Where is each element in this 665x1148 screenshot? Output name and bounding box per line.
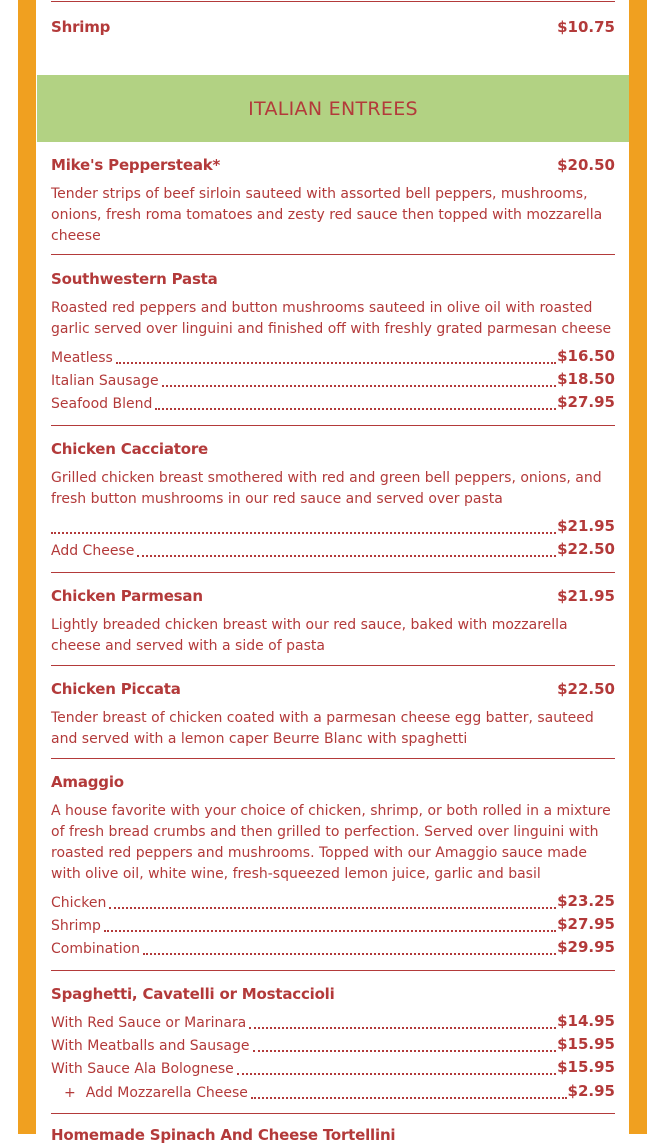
- option-price: $27.95: [557, 393, 615, 411]
- option-label: Meatless: [51, 350, 113, 366]
- price-option: [51, 517, 615, 539]
- divider: [51, 665, 615, 666]
- option-label: Add Mozzarella Cheese: [85, 1085, 248, 1101]
- item-description: Roasted red peppers and button mushrooms sauteed in olive oil with roasted garlic served over linguini and finished off with freshly grated parmesan cheese: [51, 300, 612, 337]
- item-description: A house favorite with your choice of chicken, shrimp, or both rolled in a mixture of fresh bread crumbs and then grilled to perfection. Served over linguini with roasted red peppers and mushrooms. Topped with our Amaggio sauce made with olive oil, white wine, fresh-squeezed lemon juice, garlic and basil: [51, 803, 611, 882]
- price-option: [51, 370, 615, 392]
- item-name: Mike's Peppersteak*: [51, 156, 221, 174]
- option-label: With Sauce Ala Bolognese: [51, 1061, 234, 1077]
- divider: [51, 254, 615, 255]
- item-price: $21.95: [557, 587, 615, 605]
- item-description: Tender breast of chicken coated with a parmesan cheese egg batter, sauteed and served with a lemon caper Beurre Blanc with spaghetti: [51, 710, 594, 747]
- menu-item-amaggio: [51, 773, 615, 795]
- item-name: Chicken Piccata: [51, 680, 181, 698]
- option-price: $22.50: [557, 540, 615, 558]
- option-label: Add Cheese: [51, 543, 135, 559]
- option-label: Combination: [51, 941, 141, 957]
- option-price: $23.25: [557, 892, 615, 910]
- item-description: Grilled chicken breast smothered with red and green bell peppers, onions, and fresh button mushrooms in our red sauce and served over pasta: [51, 470, 602, 507]
- menu-item-chicken-piccata: [51, 680, 615, 702]
- menu-item-spaghetti: [51, 985, 615, 1007]
- price-option: [51, 347, 615, 369]
- divider: [51, 758, 615, 759]
- option-price: $15.95: [557, 1035, 615, 1053]
- option-label: With Red Sauce or Marinara: [51, 1015, 247, 1031]
- price-option: [51, 540, 615, 562]
- dot-leader: [162, 370, 557, 387]
- option-price: $2.95: [567, 1082, 615, 1100]
- price-option-addon: [51, 1082, 615, 1104]
- divider: [51, 1, 615, 2]
- option-label: Shrimp: [51, 918, 101, 934]
- item-price: $10.75: [557, 18, 615, 36]
- plus-icon: +: [64, 1085, 76, 1101]
- price-option: [51, 393, 615, 415]
- item-description: Tender strips of beef sirloin sauteed with assorted bell peppers, mushrooms, onions, fresh roma tomatoes and zesty red sauce then topped with mozzarella cheese: [51, 186, 603, 244]
- menu-item-southwestern-pasta: [51, 270, 615, 292]
- dot-leader: [251, 1082, 567, 1099]
- section-title: ITALIAN ENTREES: [248, 97, 418, 120]
- price-option: [51, 915, 615, 937]
- dot-leader: [253, 1035, 557, 1052]
- option-price: $27.95: [557, 915, 615, 933]
- divider: [51, 572, 615, 573]
- option-price: $14.95: [557, 1012, 615, 1030]
- price-option: [51, 1035, 615, 1057]
- dot-leader: [137, 540, 556, 557]
- item-name: Homemade Spinach And Cheese Tortellini: [51, 1126, 396, 1144]
- divider: [51, 1113, 615, 1114]
- option-label: Italian Sausage: [51, 373, 159, 389]
- dot-leader: [104, 915, 556, 932]
- dot-leader: [109, 892, 556, 909]
- menu-item-shrimp: [51, 18, 615, 40]
- option-price: $16.50: [557, 347, 615, 365]
- option-label: Seafood Blend: [51, 396, 153, 412]
- dot-leader: [116, 347, 556, 364]
- item-price: $22.50: [557, 680, 615, 698]
- price-option: [51, 1012, 615, 1034]
- option-price: $15.95: [557, 1058, 615, 1076]
- dot-leader: [249, 1012, 556, 1029]
- option-price: $18.50: [557, 370, 615, 388]
- item-name: Spaghetti, Cavatelli or Mostaccioli: [51, 985, 335, 1003]
- section-header-band: [37, 75, 629, 142]
- menu-item-chicken-cacciatore: [51, 440, 615, 462]
- dot-leader: [237, 1058, 556, 1075]
- item-name: Southwestern Pasta: [51, 270, 218, 288]
- menu-item-tortellini: [51, 1126, 615, 1148]
- option-price: $29.95: [557, 938, 615, 956]
- item-name: Shrimp: [51, 18, 111, 36]
- divider: [51, 970, 615, 971]
- item-description: Lightly breaded chicken breast with our red sauce, baked with mozzarella cheese and served with a side of pasta: [51, 617, 568, 654]
- item-name: Amaggio: [51, 773, 124, 791]
- price-option: [51, 892, 615, 914]
- dot-leader: [51, 517, 556, 534]
- option-price: $21.95: [557, 517, 615, 535]
- option-label: Chicken: [51, 895, 107, 911]
- price-option: [51, 1058, 615, 1080]
- item-name: Chicken Cacciatore: [51, 440, 208, 458]
- dot-leader: [155, 393, 556, 410]
- dot-leader: [143, 938, 556, 955]
- menu-item-chicken-parmesan: [51, 587, 615, 609]
- divider: [51, 425, 615, 426]
- menu-item-peppersteak: [51, 156, 615, 178]
- item-price: $20.50: [557, 156, 615, 174]
- item-name: Chicken Parmesan: [51, 587, 203, 605]
- price-option: [51, 938, 615, 960]
- option-label: With Meatballs and Sausage: [51, 1038, 250, 1054]
